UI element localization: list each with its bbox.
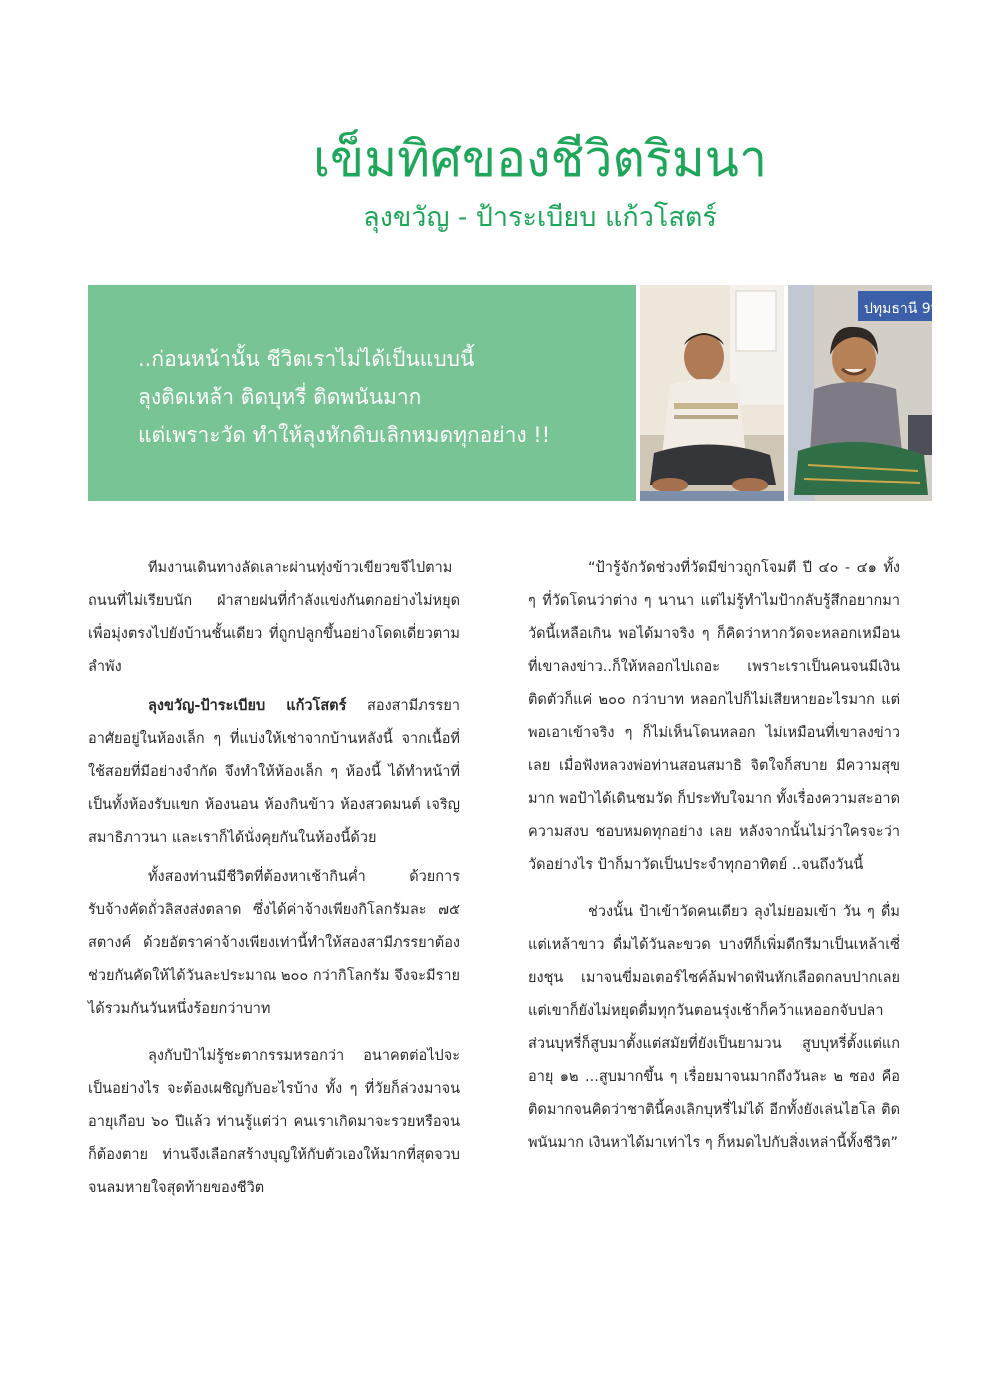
paragraph-text: สองสามีภรรยาอาศัยอยู่ในห้องเล็ก ๆ ที่แบ่งให้เช่าจากบ้านหลังนี้ จากเนื้อที่ใช้สอยที่มีอย่างจำกัด จึงทำให้ห้องเล็ก ๆ ห้องนี้ ได้ทำหน้าที่เป็นทั้งห้องรับแขก ห้องนอน ห้องกินข้าว ห้องสวดมนต์ เจริญสมาธิภาวนา และเราก็ได้นั่งคุยกันในห้องนี้ด้วย	[88, 698, 460, 846]
left-column	[88, 552, 460, 1211]
pull-quote-line: ..ก่อนหน้านั้น ชีวิตเราไม่ได้เป็นแบบนี้	[138, 347, 475, 371]
paragraph	[88, 690, 460, 855]
paragraph: ลุงกับป้าไม่รู้ชะตากรรมหรอกว่า อนาคตต่อไปจะเป็นอย่างไร จะต้องเผชิญกับอะไรบ้าง ทั้ง ๆ ที่วัยก็ล่วงมาจนอายุเกือบ ๖๐ ปีแล้ว ท่านรู้แต่ว่า คนเราเกิดมาจะรวยหรือจน ก็ต้องตาย ท่านจึงเลือกสร้างบุญให้กับตัวเองให้มากที่สุดจวบจนลมหายใจสุดท้ายของชีวิต	[88, 1048, 460, 1196]
pull-quote	[138, 340, 658, 454]
paragraph: ช่วงนั้น ป้าเข้าวัดคนเดียว ลุงไม่ยอมเข้า วัน ๆ ดื่มแต่เหล้าขาว ดื่มได้วันละขวด บางทีก็เพิ่มดีกรีมาเป็นเหล้าเซี่ยงชุน เมาจนขี่มอเตอร์ไซค์ล้มฟาดฟันหักเลือดกลบปากเลย แต่เขาก็ยังไม่หยุดดื่มทุกวันตอนรุ่งเช้าก็คว้าแหออกจับปลา ส่วนบุหรี่ก็สูบมาตั้งแต่สมัยที่ยังเป็นยามวน สูบบุหรี่ตั้งแต่แก อายุ ๑๒ ...สูบมากขึ้น ๆ เรื่อยมาจนมากถึงวันละ ๒ ซอง คือ ติดมากจนคิดว่าชาตินี้คงเลิกบุหรี่ไม่ได้ อีกทั้งยังเล่นไฮโล ติดพนันมาก เงินหาได้มาเท่าไร ๆ ก็หมดไปกับสิ่งเหล่านี้ทั้งชีวิต”	[528, 904, 900, 1151]
paragraph: ทีมงานเดินทางลัดเลาะผ่านทุ่งข้าวเขียวขจีไปตามถนนที่ไม่เรียบนัก ฝ่าสายฝนที่กำลังแข่งกันตกอย่างไม่หยุด เพื่อมุ่งตรงไปยังบ้านชั้นเดียว ที่ถูกปลูกขึ้นอย่างโดดเดี่ยวตามลำพัง	[88, 560, 460, 675]
subject-name: ลุงขวัญ-ป้าระเบียบ แก้วโสตร์	[148, 698, 347, 714]
photo-uncle-khwan	[640, 285, 784, 501]
article-title: เข็มทิศของชีวิตริมนา	[312, 130, 768, 188]
right-column	[528, 552, 900, 1166]
pull-quote-line: แต่เพราะวัด ทำให้ลุงหักดิบเลิกหมดทุกอย่าง !!	[138, 423, 551, 447]
photo-sign-text: ปทุมธานี 99	[864, 301, 940, 317]
paragraph: “ป้ารู้จักวัดช่วงที่วัดมีข่าวถูกโจมตี ปี ๔๐ - ๔๑ ทั้ง ๆ ที่วัดโดนว่าต่าง ๆ นานา แต่ไม่รู้ทำไมป้ากลับรู้สึกอยากมาวัดนี้เหลือเกิน พอได้มาจริง ๆ ก็คิดว่าหากวัดจะหลอกเหมือนที่เขาลงข่าว..ก็ให้หลอกไปเถอะ เพราะเราเป็นคนจนมีเงินติดตัวก็แค่ ๒๐๐ กว่าบาท หลอกไปก็ไม่เสียหายอะไรมาก แต่พอเอาเข้าจริง ๆ ก็ไม่เห็นโดนหลอก ไม่เหมือนที่เขาลงข่าว เลย เมื่อฟังหลวงพ่อท่านสอนสมาธิ จิตใจก็สบาย มีความสุขมาก พอป้าได้เดินชมวัด ก็ประทับใจมาก ทั้งเรื่องความสะอาด ความสงบ ชอบหมดทุกอย่าง เลย หลังจากนั้นไม่ว่าใครจะว่าวัดอย่างไร ป้าก็มาวัดเป็นประจำทุกอาทิตย์ ..จนถึงวันนี้	[528, 560, 900, 873]
photo-aunt-rabiab	[788, 285, 940, 501]
paragraph: ทั้งสองท่านมีชีวิตที่ต้องหาเช้ากินค่ำ ด้วยการรับจ้างคัดถั่วลิสงส่งตลาด ซึ่งได้ค่าจ้างเพียงกิโลกรัมละ ๗๕ สตางค์ ด้วยอัตราค่าจ้างเพียงเท่านี้ทำให้สองสามีภรรยาต้องช่วยกันคัดให้ได้วันละประมาณ ๒๐๐ กว่ากิโลกรัม จึงจะมีรายได้รวมกันวันหนึ่งร้อยกว่าบาท	[88, 869, 460, 1017]
article-subtitle: ลุงขวัญ - ป้าระเบียบ แก้วโสตร์	[363, 202, 717, 233]
pull-quote-line: ลุงติดเหล้า ติดบุหรี่ ติดพนันมาก	[138, 385, 422, 409]
